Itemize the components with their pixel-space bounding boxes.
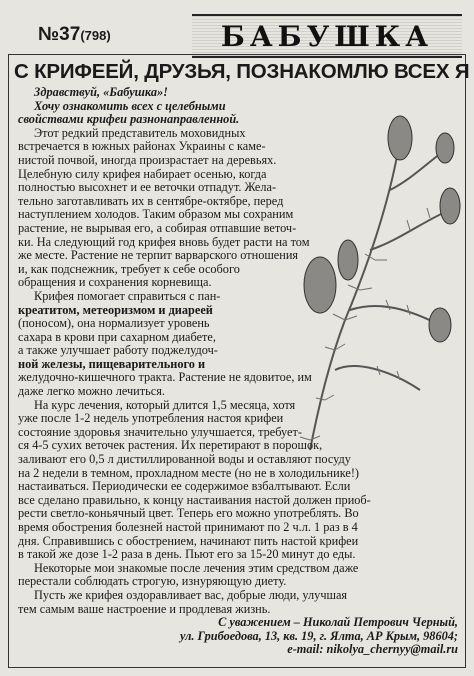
body-line: Крифея помогает справиться с пан- <box>34 288 221 303</box>
body-line: встречается в южных районах Украины с каме- <box>18 139 266 154</box>
body-line: заливают его 0,5 л дистиллированной воды и оставляют посуду <box>18 452 351 467</box>
body-line: дня. Справившись с обострением, начинают пить настой крифеи <box>18 533 359 548</box>
body-line: тем самым ваше настроение и продлевая жизнь. <box>18 601 271 616</box>
body-line: уже после 1-2 недель употребления настоя крифеи <box>18 411 284 426</box>
greeting-line: Здравствуй, «Бабушка»! <box>34 85 168 99</box>
body-line: наступлением холодов. Таким образом мы сохраним <box>18 207 294 222</box>
body-line: рести светло-коньячный цвет. Теперь его можно употреблять. Во <box>18 506 359 521</box>
body-line: ки. На следующий год крифея вновь будет расти на том <box>18 234 310 249</box>
body-line: даже легко можно лечиться. <box>18 384 165 399</box>
masthead <box>8 10 466 54</box>
body-line: на 2 недели в темном, прохладном месте (но не в холодильнике!) <box>18 465 360 480</box>
article-headline: С КРИФЕЕЙ, ДРУЗЬЯ, ПОЗНАКОМЛЮ ВСЕХ Я <box>14 60 470 83</box>
body-line: время обострения болезней настой принимают по 2 ч.л. 1 раз в 4 <box>18 520 358 534</box>
body-line: ной железы, пищеварительного и <box>18 356 206 371</box>
body-line: Этот редкий представитель моховидных <box>34 125 246 140</box>
body-line: полностью высохнет и ее веточки отпадут. Жела- <box>18 180 277 195</box>
body-line: же месте. Растение не терпит варварского отношения <box>18 248 299 263</box>
issue-number-text: №37 <box>38 24 81 45</box>
body-line: все сделано правильно, к концу настаивания настой должен приоб- <box>18 492 371 507</box>
body-line: ся 4-5 сухих веточек растения. Их перетирают в порошок, <box>18 438 323 453</box>
issue-number <box>38 24 111 46</box>
body-line: и, как подснежник, требует к себе особого <box>18 261 240 276</box>
body-line: в такой же дозе 1-2 раза в день. Пьют его за 15-20 минут до еды. <box>18 547 356 562</box>
signature-name: С уважением – Николай Петрович Черный, <box>218 615 458 630</box>
body-line: На курс лечения, который длится 1,5 месяца, хотя <box>34 397 296 412</box>
signature-email: e-mail: nikolya_chernyy@mail.ru <box>287 642 458 657</box>
body-line: тельно заготавливать их в сентябре-октябре, перед <box>18 193 284 208</box>
newspaper-logo: БАБУШКА <box>192 14 462 58</box>
body-line: (поносом), она нормализует уровень <box>18 316 210 331</box>
body-line: перестали соблюдать строгую, изнуряющую диету. <box>18 574 287 589</box>
body-line: Пусть же крифея оздоравливает вас, добрые люди, улучшая <box>34 587 348 602</box>
signature-address: ул. Грибоедова, 13, кв. 19, г. Ялта, АР Крым, 98604; <box>179 628 458 643</box>
article-body <box>18 86 458 657</box>
intro-line: свойствами крифеи разнонаправленной. <box>18 112 240 127</box>
body-line: сахара в крови при сахарном диабете, <box>18 329 216 344</box>
body-line: а также улучшает работу поджелудоч- <box>18 343 218 358</box>
body-line: состояние здоровья значительно улучшается, требует- <box>18 424 302 439</box>
issue-total-number: (798) <box>80 28 111 43</box>
body-line: креатитом, метеоризмом и диареей <box>18 302 213 317</box>
body-line: нистой почвой, иногда произрастает на деревьях. <box>18 152 277 167</box>
intro-line: Хочу ознакомить всех с целебными <box>34 98 226 113</box>
body-line: Некоторые мои знакомые после лечения этим средством даже <box>34 560 359 575</box>
body-line: обращения и сохранения корневища. <box>18 275 212 290</box>
body-line: Целебную силу крифея набирает осенью, когда <box>18 166 267 181</box>
body-line: растение, не вырывая его, а собирая отпавшие веточ- <box>18 220 297 235</box>
body-line: желудочно-кишечного тракта. Растение не ядовитое, им <box>18 370 312 385</box>
body-line: настаиваться. Периодически ее содержимое взбалтывают. Если <box>18 479 351 494</box>
